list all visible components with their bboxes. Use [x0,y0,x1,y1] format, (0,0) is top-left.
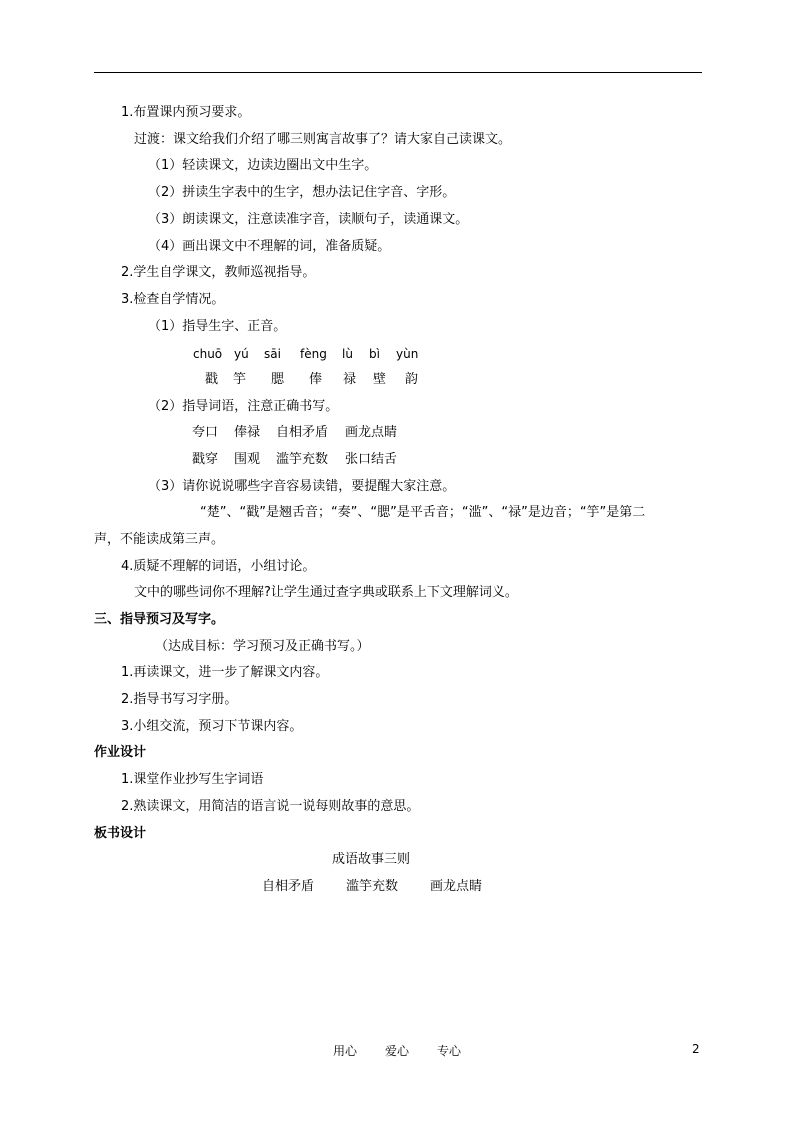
board-word: 滥竽充数 [346,879,399,894]
text-line: （达成目标：学习预习及正确书写。） [155,639,370,654]
section-heading: 板书设计 [94,826,147,841]
chars-row [205,371,418,389]
char: 戳 [205,372,219,387]
word: 自相矛盾 [276,425,329,440]
pinyin: yú [234,347,249,361]
char: 韵 [405,372,419,387]
section-heading: 三、指导预习及写字。 [94,612,225,627]
board-word: 自相矛盾 [262,879,315,894]
footer-text: 爱心 [384,1044,409,1058]
char: 禄 [343,372,357,387]
word: 画龙点睛 [345,425,398,440]
words-row [192,424,397,442]
board-title: 成语故事三则 [332,852,411,867]
word: 围观 [234,452,261,467]
pinyin: yùn [396,347,419,361]
text-line: “楚”、“戳”是翘舌音；“奏”、“腮”是平舌音；“滥”、“禄”是边音；“竽”是第二 [200,505,646,520]
word: 戳穿 [192,452,219,467]
text-line: 3.小组交流，预习下节课内容。 [121,719,303,734]
pinyin: chuō [193,347,223,361]
text-line: 1.布置课内预习要求。 [121,105,251,120]
text-line: （2）拼读生字表中的生字，想办法记住字音、字形。 [148,185,456,200]
text-line: （1）轻读课文，边读边圈出文中生字。 [148,158,378,173]
text-line: 声，不能读成第三声。 [94,532,225,547]
pinyin: bì [369,347,380,361]
char: 腮 [271,372,285,387]
pinyin-row [193,345,418,363]
board-row [262,878,482,896]
char: 竽 [233,372,247,387]
header-rule [94,72,702,73]
text-line: 2.熟读课文，用简洁的语言说一说每则故事的意思。 [121,799,420,814]
words-row [192,451,397,469]
char: 俸 [309,372,323,387]
pinyin: lù [342,347,353,361]
section-heading: 作业设计 [94,745,147,760]
text-line: （3）朗读课文，注意读准字音，读顺句子，读通课文。 [148,212,469,227]
text-line: （4）画出课文中不理解的词，准备质疑。 [148,239,391,254]
text-line: 过渡：课文给我们介绍了哪三则寓言故事了？请大家自己读课文。 [134,132,512,147]
word: 夸口 [192,425,219,440]
board-word: 画龙点睛 [430,879,483,894]
text-line: 文中的哪些词你不理解?让学生通过查字典或联系上下文理解词义。 [134,585,518,600]
page-footer [0,1042,794,1059]
text-line: 2.学生自学课文，教师巡视指导。 [121,265,316,280]
footer-text: 专心 [437,1044,462,1058]
pinyin: fèng [300,347,327,361]
text-line: 1.课堂作业抄写生字词语 [121,772,264,787]
word: 俸禄 [234,425,261,440]
text-line: 3.检查自学情况。 [121,292,225,307]
word: 滥竽充数 [276,452,329,467]
page-number: 2 [692,1042,700,1056]
text-line: 4.质疑不理解的词语，小组讨论。 [121,559,316,574]
word: 张口结舌 [345,452,398,467]
text-line: （1）指导生字、正音。 [148,319,287,334]
text-line: 1.再读课文，进一步了解课文内容。 [121,665,329,680]
pinyin: sāi [264,347,281,361]
footer-text: 用心 [332,1044,357,1058]
text-line: （2）指导词语，注意正确书写。 [148,399,339,414]
text-line: 2.指导书写习字册。 [121,692,238,707]
char: 壁 [373,372,387,387]
text-line: （3）请你说说哪些字音容易读错，要提醒大家注意。 [148,479,456,494]
